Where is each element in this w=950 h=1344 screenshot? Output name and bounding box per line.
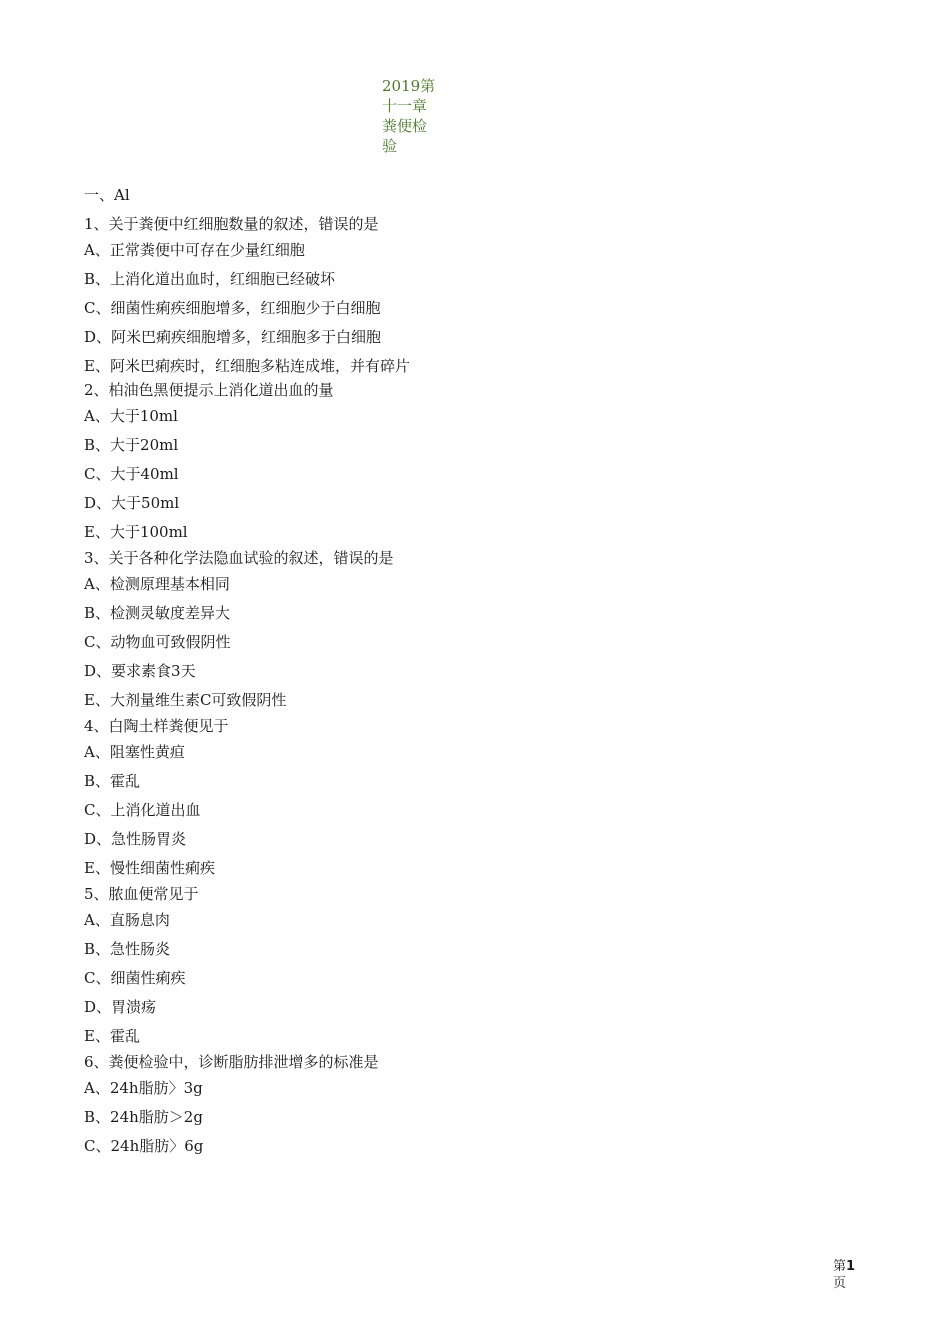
page-number-value: 1 [846, 1259, 856, 1274]
option-b: B、检测灵敏度差异大 [84, 604, 231, 622]
option-c: C、动物血可致假阴性 [84, 633, 231, 651]
option-e: E、霍乱 [84, 1027, 140, 1045]
option-a: A、24h脂肪〉3g [84, 1079, 203, 1097]
option-d: D、要求素食3天 [84, 662, 196, 680]
question-4 [84, 716, 440, 884]
document-title: 2019第十一章粪便检验 [382, 77, 436, 155]
question-5 [84, 884, 440, 1052]
page-number [833, 1258, 859, 1292]
page-prefix: 第 [833, 1259, 847, 1274]
option-d: D、大于50ml [84, 494, 180, 512]
option-e: E、慢性细菌性痢疾 [84, 859, 215, 877]
option-d: D、胃溃疡 [84, 998, 157, 1016]
option-b: B、24h脂肪＞2g [84, 1108, 203, 1126]
option-c: C、细菌性痢疾细胞增多，红细胞少于白细胞 [84, 299, 381, 317]
question-stem: 6、粪便检验中，诊断脂肪排泄增多的标准是 [84, 1053, 379, 1071]
question-content [84, 185, 440, 1165]
option-a: A、正常粪便中可存在少量红细胞 [84, 241, 305, 259]
option-d: D、阿米巴痢疾细胞增多，红细胞多于白细胞 [84, 328, 382, 346]
option-e: E、大于100ml [84, 523, 188, 541]
option-d: D、急性肠胃炎 [84, 830, 187, 848]
question-6 [84, 1052, 440, 1165]
option-a: A、检测原理基本相同 [84, 575, 230, 593]
option-b: B、上消化道出血时，红细胞已经破坏 [84, 270, 336, 288]
question-2 [84, 380, 440, 548]
option-c: C、大于40ml [84, 465, 179, 483]
option-c: C、上消化道出血 [84, 801, 201, 819]
question-1 [84, 214, 440, 380]
option-e: E、大剂量维生素C可致假阴性 [84, 691, 287, 709]
option-a: A、阻塞性黄疸 [84, 743, 185, 761]
option-a: A、大于10ml [84, 407, 178, 425]
question-stem: 1、关于粪便中红细胞数量的叙述，错误的是 [84, 215, 379, 233]
page-suffix: 页 [833, 1276, 847, 1291]
option-c: C、细菌性痢疾 [84, 969, 186, 987]
question-stem: 4、白陶土样粪便见于 [84, 717, 229, 735]
option-e: E、阿米巴痢疾时，红细胞多粘连成堆，并有碎片 [84, 357, 410, 375]
question-stem: 5、脓血便常见于 [84, 885, 199, 903]
option-c: C、24h脂肪〉6g [84, 1137, 204, 1155]
option-b: B、急性肠炎 [84, 940, 171, 958]
option-b: B、大于20ml [84, 436, 179, 454]
section-heading: 一、Al [84, 186, 130, 204]
option-b: B、霍乱 [84, 772, 141, 790]
question-stem: 2、柏油色黑便提示上消化道出血的量 [84, 381, 334, 399]
option-a: A、直肠息肉 [84, 911, 170, 929]
question-3 [84, 548, 440, 716]
question-stem: 3、关于各种化学法隐血试验的叙述，错误的是 [84, 549, 394, 567]
